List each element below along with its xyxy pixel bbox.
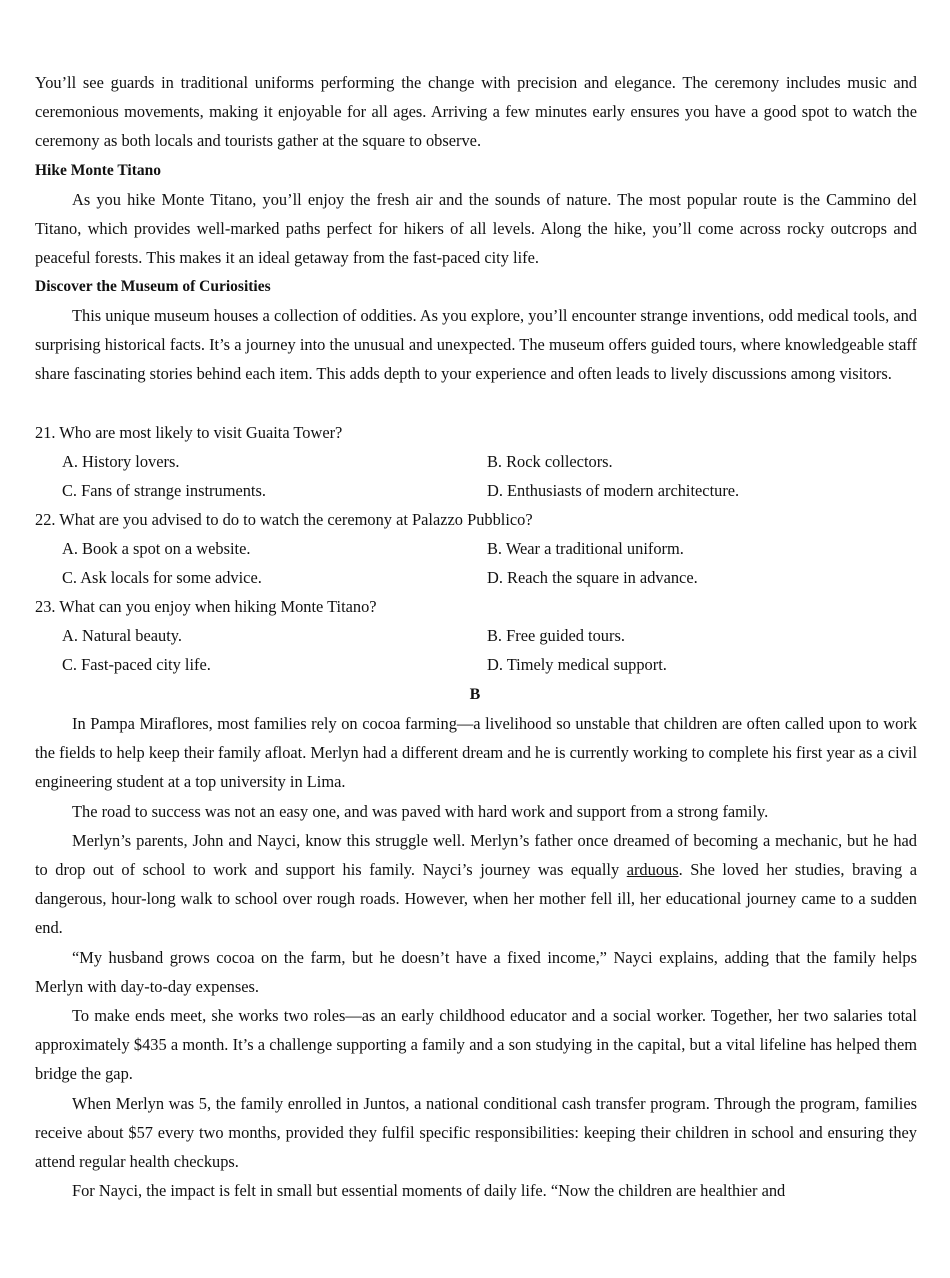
b-paragraph-6: When Merlyn was 5, the family enrolled in Juntos, a national conditional cash transfer program. Through the program, families receive about $57 every two months, provided they fulfil specific responsibilities: keeping their children in school and ensuring they attend regular health checkups. <box>35 1094 917 1172</box>
heading-hike-monte-titano: Hike Monte Titano <box>35 162 162 179</box>
question-22: 22. What are you advised to do to watch the ceremony at Palazzo Pubblico? <box>35 510 533 529</box>
question-21: 21. Who are most likely to visit Guaita Tower? <box>35 423 343 442</box>
b-paragraph-3 <box>35 826 917 942</box>
b-paragraph-3-part-2: . She loved her studies, braving a dangerous, hour-long walk to school over rough roads. However, when her mother fell ill, her educational journey came to a sudden end. <box>35 860 917 938</box>
q22-option-b: B. Wear a traditional uniform. <box>487 539 684 558</box>
b-paragraph-2: The road to success was not an easy one, and was paved with hard work and support from a strong family. <box>72 802 769 821</box>
section-b-heading: B <box>469 686 481 703</box>
q21-option-c: C. Fans of strange instruments. <box>62 481 266 500</box>
intro-paragraph: You’ll see guards in traditional uniforms performing the change with precision and elegance. The ceremony includes music and ceremonious movements, making it enjoyable for all ages. Arriving a few minutes early ensures you have a good spot to watch the ceremony as both locals and tourists gather at the square to observe. <box>35 73 917 151</box>
q23-option-c: C. Fast-paced city life. <box>62 655 211 674</box>
b-paragraph-1: In Pampa Miraflores, most families rely on cocoa farming—a livelihood so unstable that children are often called upon to work the fields to help keep their family afloat. Merlyn had a different dream and he is currently working to complete his first year as a civil engineering student at a top university in Lima. <box>35 714 917 792</box>
q22-option-d: D. Reach the square in advance. <box>487 568 698 587</box>
museum-paragraph: This unique museum houses a collection of oddities. As you explore, you’ll encounter strange inventions, odd medical tools, and surprising historical facts. It’s a journey into the unusual and unexpected. The museum offers guided tours, where knowledgeable staff share fascinating stories behind each item. This adds depth to your experience and often leads to lively discussions among visitors. <box>35 306 917 384</box>
q22-option-c: C. Ask locals for some advice. <box>62 568 262 587</box>
q22-option-a: A. Book a spot on a website. <box>62 539 251 558</box>
hike-paragraph: As you hike Monte Titano, you’ll enjoy the fresh air and the sounds of nature. The most popular route is the Cammino del Titano, which provides well-marked paths perfect for hikers of all levels. Along the hike, you’ll come across rocky outcrops and peaceful forests. This makes it an ideal getaway from the fast-paced city life. <box>35 190 917 268</box>
b-paragraph-5: To make ends meet, she works two roles—as an early childhood educator and a social worker. Together, her two salaries total approximately $435 a month. It’s a challenge supporting a family and a son studying in the capital, but a vital lifeline has helped them bridge the gap. <box>35 1006 917 1084</box>
q21-option-b: B. Rock collectors. <box>487 452 613 471</box>
q23-option-d: D. Timely medical support. <box>487 655 667 674</box>
b-paragraph-7: For Nayci, the impact is felt in small but essential moments of daily life. “Now the children are healthier and <box>72 1181 786 1200</box>
b-paragraph-3-part-1: Merlyn’s parents, John and Nayci, know this struggle well. Merlyn’s father once dreamed of becoming a mechanic, but he had to drop out of school to work and support his family. Nayci’s journey was equally <box>35 831 917 880</box>
b-paragraph-4: “My husband grows cocoa on the farm, but he doesn’t have a fixed income,” Nayci explains, adding that the family helps Merlyn with day-to-day expenses. <box>35 948 917 997</box>
q21-option-a: A. History lovers. <box>62 452 180 471</box>
q23-option-b: B. Free guided tours. <box>487 626 625 645</box>
underlined-word-arduous: arduous <box>626 860 679 880</box>
heading-museum-of-curiosities: Discover the Museum of Curiosities <box>35 278 271 295</box>
q23-option-a: A. Natural beauty. <box>62 626 182 645</box>
question-23: 23. What can you enjoy when hiking Monte Titano? <box>35 597 377 616</box>
q21-option-d: D. Enthusiasts of modern architecture. <box>487 481 740 500</box>
